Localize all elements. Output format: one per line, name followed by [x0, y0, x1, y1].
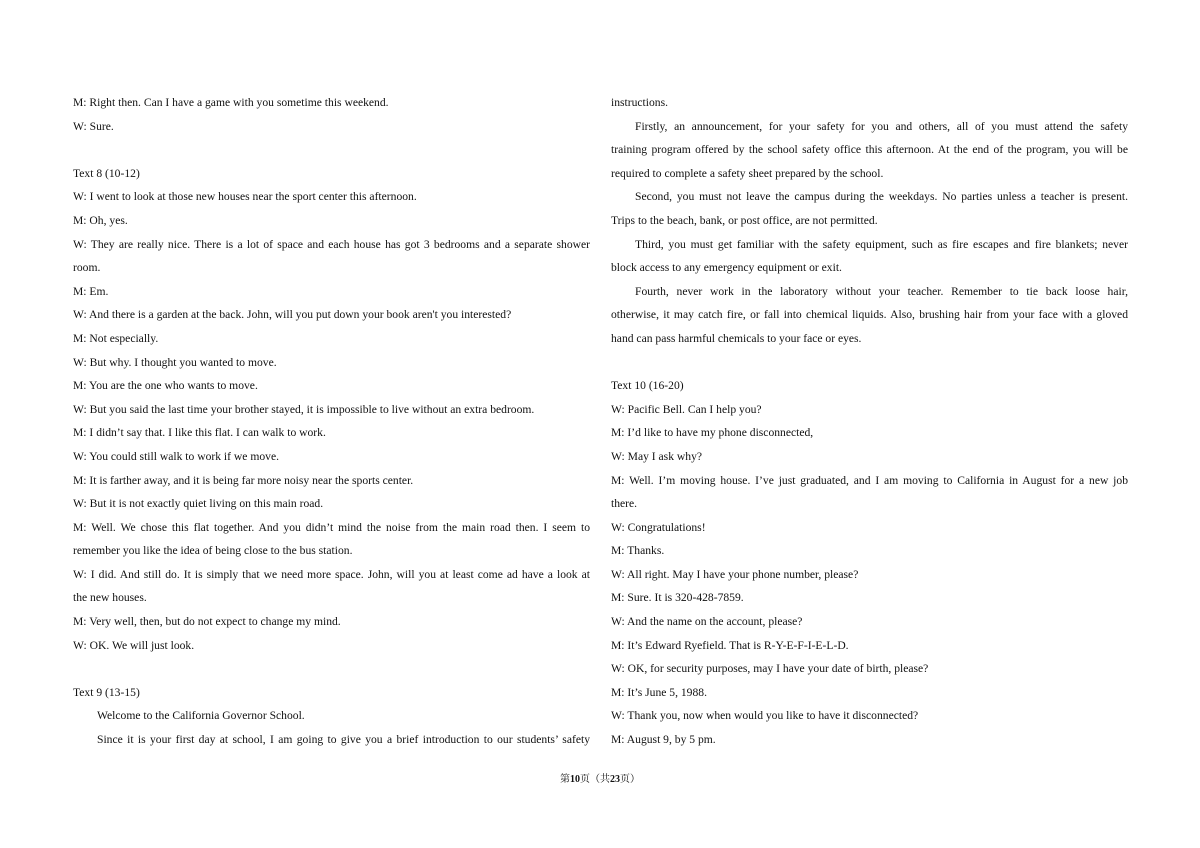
text-line: the new houses. — [73, 591, 147, 605]
text-line: Since it is your first day at school, I am going to give you a brief introduction to our students’ safety — [97, 733, 590, 747]
text-line: W: Sure. — [73, 119, 114, 133]
text-line: Second, you must not leave the campus during the weekdays. No parties unless a teacher is present. — [635, 190, 1128, 204]
text-line: instructions. — [611, 96, 669, 109]
text-line: M: I’d like to have my phone disconnected, — [611, 426, 814, 440]
text-line: M: Well. We chose this flat together. And you didn’t mind the noise from the main road then. I seem to — [73, 520, 590, 534]
left-column — [73, 91, 590, 752]
text-line: M: I didn’t say that. I like this flat. I can walk to work. — [73, 426, 326, 440]
section-heading: Text 8 (10-12) — [73, 166, 140, 180]
text-line: M: Very well, then, but do not expect to change my mind. — [73, 615, 341, 629]
text-line: M: Not especially. — [73, 331, 159, 345]
text-line: W: Congratulations! — [611, 520, 706, 534]
text-line: M: It’s June 5, 1988. — [611, 685, 707, 699]
text-line: W: And there is a garden at the back. John, will you put down your book aren't you interested? — [73, 308, 512, 322]
text-line: M: Right then. Can I have a game with you sometime this weekend. — [73, 96, 389, 109]
blank-line — [611, 351, 1128, 375]
section-heading: Text 10 (16-20) — [611, 379, 684, 393]
text-line: remember you like the idea of being close to the bus station. — [73, 544, 353, 558]
text-line: M: Em. — [73, 284, 109, 298]
text-line: hand can pass harmful chemicals to your face or eyes. — [611, 331, 862, 345]
text-line: W: But why. I thought you wanted to move. — [73, 355, 277, 369]
text-line: M: Thanks. — [611, 544, 665, 558]
blank-line — [73, 138, 590, 162]
text-line: M: Sure. It is 320-428-7859. — [611, 591, 744, 605]
text-line: W: And the name on the account, please? — [611, 615, 803, 629]
text-line: Fourth, never work in the laboratory without your teacher. Remember to tie back loose hair, — [635, 284, 1128, 298]
text-line: W: OK, for security purposes, may I have your date of birth, please? — [611, 662, 929, 676]
right-column — [611, 91, 1128, 752]
text-line: W: All right. May I have your phone number, please? — [611, 567, 859, 581]
text-line: M: Well. I’m moving house. I’ve just graduated, and I am moving to California in August for a new job — [611, 473, 1128, 487]
section-heading: Text 9 (13-15) — [73, 685, 140, 699]
text-line: room. — [73, 261, 101, 275]
text-line: W: Pacific Bell. Can I help you? — [611, 402, 762, 416]
text-line: W: You could still walk to work if we move. — [73, 449, 279, 463]
footer-suffix: 页） — [620, 774, 640, 785]
text-line: Firstly, an announcement, for your safety for you and others, all of you must attend the safety — [635, 119, 1128, 133]
text-line: M: It’s Edward Ryefield. That is R-Y-E-F-I-E-L-D. — [611, 638, 849, 652]
text-line: Trips to the beach, bank, or post office, are not permitted. — [611, 213, 878, 227]
text-line: block access to any emergency equipment or exit. — [611, 261, 842, 275]
footer-prefix: 第 — [560, 774, 570, 785]
text-line: W: OK. We will just look. — [73, 638, 195, 652]
footer-middle: 页（共 — [580, 774, 610, 785]
footer-page-number: 10 — [570, 774, 580, 785]
text-line: M: It is farther away, and it is being far more noisy near the sports center. — [73, 473, 414, 487]
text-line: Welcome to the California Governor School. — [97, 709, 305, 723]
page-footer — [0, 772, 1200, 788]
text-line: W: I went to look at those new houses near the sport center this afternoon. — [73, 190, 417, 204]
text-line: otherwise, it may catch fire, or fall into chemical liquids. Also, brushing hair from your face with a gloved — [611, 308, 1128, 322]
blank-line — [73, 657, 590, 681]
text-line: training program offered by the school safety office this afternoon. At the end of the program, you will be — [611, 143, 1128, 157]
text-line: W: May I ask why? — [611, 449, 703, 463]
text-line: W: I did. And still do. It is simply that we need more space. John, will you at least come ad have a look at — [73, 567, 590, 581]
footer-total-pages: 23 — [610, 774, 620, 785]
text-line: Third, you must get familiar with the safety equipment, such as fire escapes and fire blankets; never — [635, 237, 1128, 251]
text-line: M: You are the one who wants to move. — [73, 379, 258, 393]
text-line: there. — [611, 497, 638, 511]
text-line: W: Thank you, now when would you like to have it disconnected? — [611, 709, 919, 723]
text-line: W: But you said the last time your brother stayed, it is impossible to live without an extra bedroom. — [73, 402, 535, 416]
text-line: W: But it is not exactly quiet living on this main road. — [73, 497, 324, 511]
text-line: M: Oh, yes. — [73, 213, 128, 227]
text-line: W: They are really nice. There is a lot of space and each house has got 3 bedrooms and a separate shower — [73, 237, 590, 251]
text-line: required to complete a safety sheet prepared by the school. — [611, 166, 884, 180]
text-line: M: August 9, by 5 pm. — [611, 733, 716, 747]
